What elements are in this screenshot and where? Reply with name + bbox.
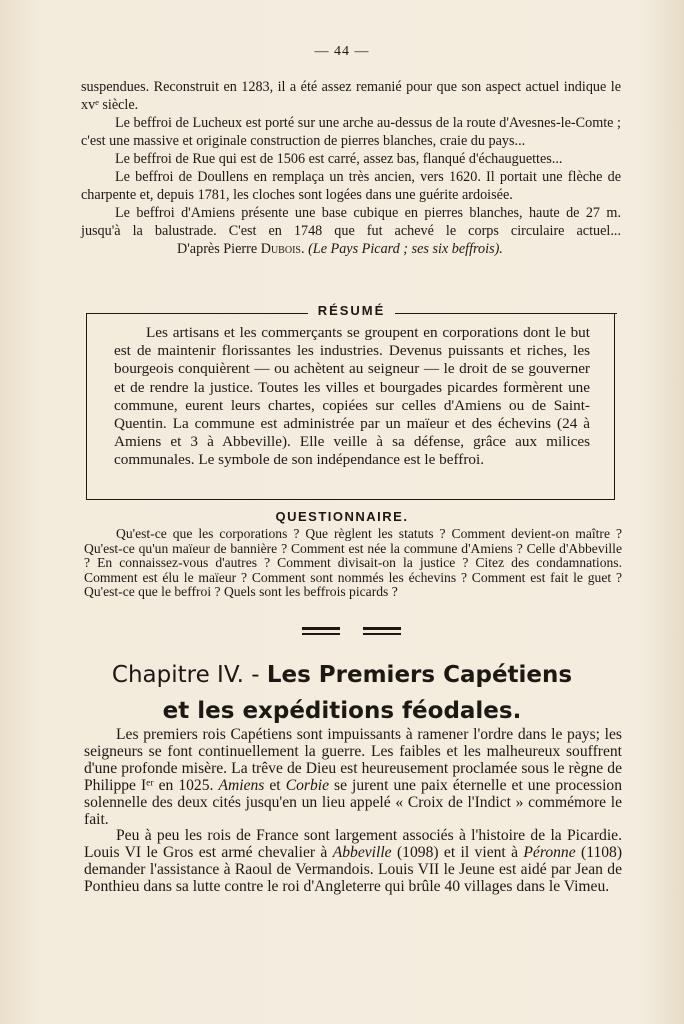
intro-paragraph: suspendues. Reconstruit en 1283, il a été assez remanié pour que son aspect actuel indique le xvᵉ siècle. <box>81 79 621 113</box>
resume-text <box>114 324 590 470</box>
questionnaire-text <box>84 527 622 600</box>
body-paragraph <box>84 727 622 828</box>
resume-paragraph: Les artisans et les commerçants se groupent en corporations dont le but est de maintenir florissantes les industries. Devenus puissants et riches, les bourgeois conquièrent — ou achètent au seigneur — le droit de se gouverner et de rendre la justice. Toutes les villes et bourgades picardes formèrent une commune, eurent leurs chartes, copiées sur celles d'Amiens ou de Saint-Quentin. La commune est administrée par un maïeur et des échevins (24 à Amiens et 3 à Abbeville). Elle veille à sa défense, grâce aux milices communales. Le symbole de son indépendance est le beffroi. <box>114 324 590 469</box>
body-text-span: (1098) et il vient à <box>396 844 519 862</box>
intro-text <box>81 78 621 258</box>
page-number: — 44 — <box>314 44 370 59</box>
section-divider <box>302 627 340 635</box>
questionnaire-paragraph: Qu'est-ce que les corporations ? Que règlent les statuts ? Comment devient-on maître ? Qu'est-ce qu'un maïeur de bannière ? Comment est née la commune d'Amiens ? Celle d'Abbeville ? En connaissez-vous d'autres ? Comment divisait-on la justice ? Citez des condamnations. Comment est élu le maïeur ? Comment sont nommés les échevins ? Comment est fait le guet ? Qu'est-ce que le beffroi ? Quels sont les beffrois picards ? <box>84 526 622 600</box>
quote-attribution <box>143 240 503 258</box>
chapter-title-main: Les Premiers Capétiens <box>266 662 573 688</box>
intro-paragraph: Le beffroi de Rue qui est de 1506 est carré, assez bas, flanqué d'échauguettes... <box>115 151 563 167</box>
body-text-span: se jurent une paix éternelle et une procession solennelle des deux cités jusqu'en un lieu appelé « Croix de l'Indict » commémore le fait. <box>84 776 623 828</box>
quote-author: Dubois. <box>260 241 305 257</box>
body-text-span: Les premiers rois Capétiens sont impuissants à ramener l'ordre dans le pays; les seigneurs se font continuellement la guerre. Les faibles et les malheureux souffrent d'une profonde misère. La trêve de Dieu est heureusement proclamée sous le règne de Philippe Iᵉʳ en 1025. <box>84 726 622 794</box>
body-text-span: Peu à peu les rois de France sont largement associés à l'histoire de la Picardie. Louis VI le Gros est armé chevalier à <box>84 827 622 862</box>
intro-paragraph: Le beffroi de Doullens en remplaça un très ancien, vers 1620. Il portait une flèche de charpente et, depuis 1781, les cloches sont logées dans une guérite ardoisée. <box>81 169 621 203</box>
place-name: Corbie <box>285 776 330 794</box>
place-name: Amiens <box>218 776 265 794</box>
intro-paragraph: Le beffroi de Lucheux est porté sur une arche au-dessus de la route d'Avesnes-le-Comte ; c'est une massive et originale construction de pierres blanches, craie du pays... <box>81 115 621 149</box>
body-text-span: et <box>269 776 281 794</box>
chapter-title-line2: et les expéditions féodales. <box>162 698 522 724</box>
section-divider <box>363 627 401 635</box>
resume-title: RÉSUMÉ <box>308 303 396 318</box>
body-text-span: (1108) demander l'assistance à Raoul de Vermandois. Louis VII le Jeune est aidé par Jean de Ponthieu dans sa lutte contre le roi d'Angleterre qui brûle 40 villages dans le Vimeu. <box>84 844 623 896</box>
questionnaire-title: QUESTIONNAIRE. <box>275 509 409 524</box>
chapter-prefix: Chapitre IV. - <box>111 662 260 688</box>
chapter-title-line1 <box>0 657 684 693</box>
chapter-body <box>84 727 622 896</box>
intro-paragraph-text: Le beffroi d'Amiens présente une base cubique en pierres blanches, haute de 27 m. jusqu'à la balustrade. C'est en 1748 que fut achevé le corps circulaire actuel... <box>81 205 621 239</box>
quote-source: (Le Pays Picard ; ses six beffrois). <box>308 241 503 257</box>
chapter-title <box>0 657 684 729</box>
body-paragraph <box>84 828 622 896</box>
intro-paragraph <box>81 204 621 258</box>
place-name: Péronne <box>523 844 576 862</box>
place-name: Abbeville <box>332 844 392 862</box>
quote-prefix: D'après Pierre <box>177 241 258 257</box>
